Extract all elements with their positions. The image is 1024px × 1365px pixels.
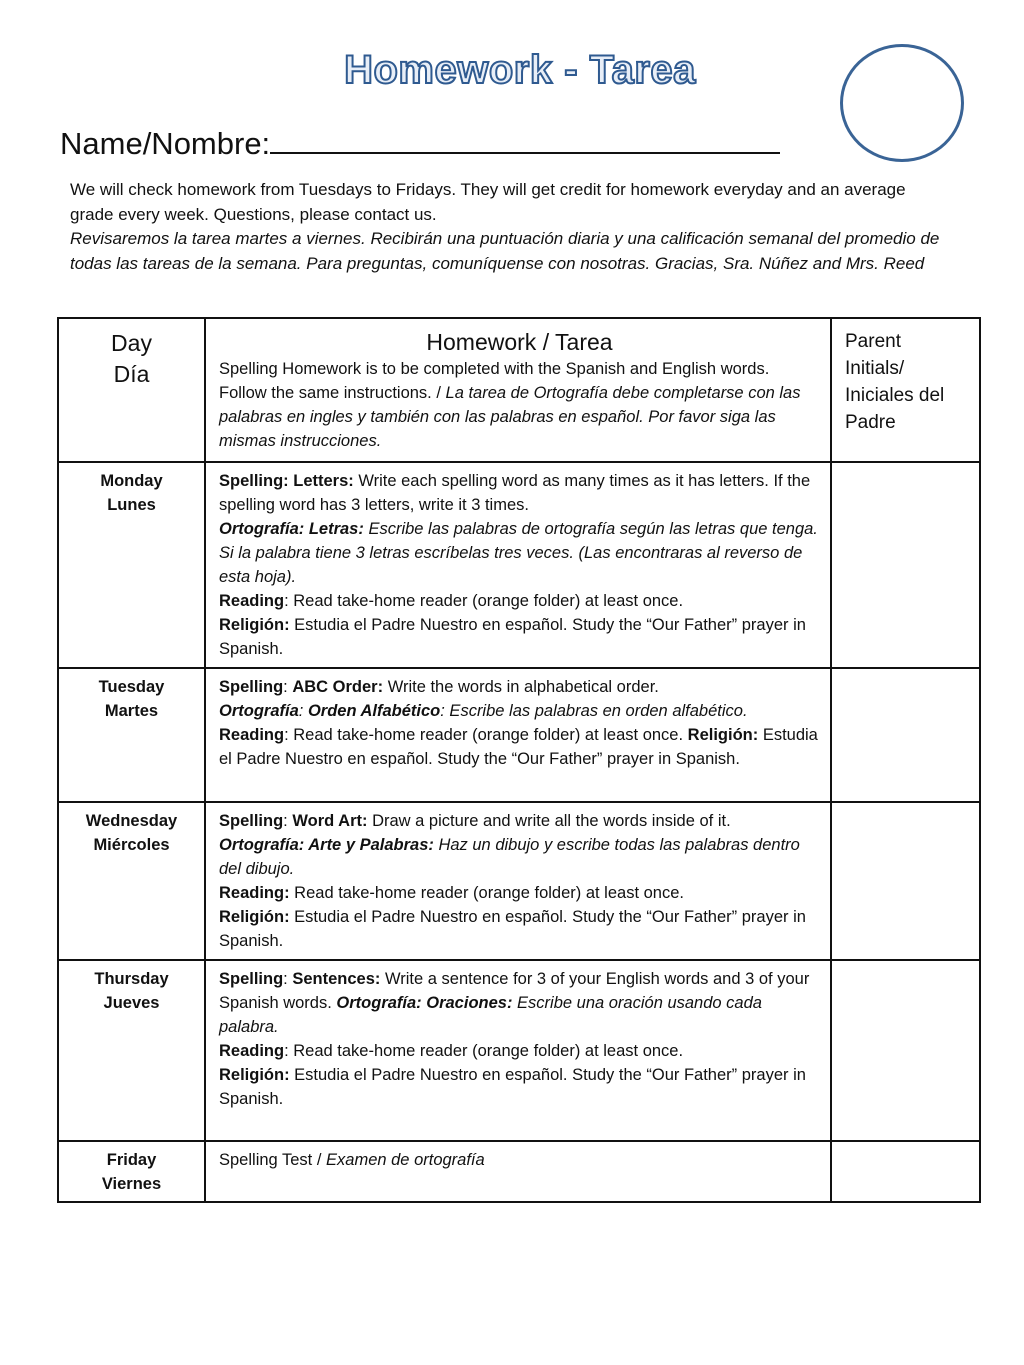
religion-line	[219, 905, 820, 953]
parent-initials-cell[interactable]	[831, 462, 980, 668]
header-parent-line: Initials/	[845, 358, 905, 379]
ortografia-label: Ortografía: Letras:	[219, 520, 364, 538]
day-es: Martes	[104, 702, 159, 720]
day-cell	[58, 802, 205, 960]
spelling-line	[219, 809, 820, 833]
day-en: Thursday	[94, 970, 169, 988]
homework-cell	[205, 462, 831, 668]
spelling-text: Write each spelling word as many times as it has letters. If the spelling word has 3 letters, write it 3 times.	[219, 472, 811, 514]
name-blank-line[interactable]	[270, 124, 780, 154]
header-homework-note-en: Spelling Homework is to be completed with the Spanish and English words. Follow the same instructions. /	[219, 360, 770, 402]
ortografia-line	[219, 699, 820, 723]
table-row-monday	[58, 462, 980, 668]
name-field	[60, 122, 780, 166]
spelling-sub-label: Sentences:	[292, 970, 381, 988]
spelling-text: Spelling Test /	[219, 1151, 327, 1169]
table-row-wednesday	[58, 802, 980, 960]
header-parent-line: Padre	[845, 412, 896, 433]
reading-line	[219, 589, 820, 613]
spelling-sub-label: Word Art:	[292, 812, 368, 830]
homework-table	[57, 317, 981, 1203]
homework-cell	[205, 668, 831, 802]
day-en: Monday	[100, 472, 163, 490]
reading-text: : Read take-home reader (orange folder) at least once.	[284, 1042, 684, 1060]
ortografia-label: Ortografía: Oraciones:	[336, 994, 513, 1012]
header-homework	[205, 318, 831, 462]
homework-cell	[205, 802, 831, 960]
spelling-text: Write a sentence for 3 of your English words and 3 of your Spanish words.	[219, 970, 810, 1012]
spelling-text: Write the words in alphabetical order.	[383, 678, 659, 696]
spelling-sep: :	[283, 812, 293, 830]
header-parent-line: Parent	[845, 331, 901, 352]
religion-label: Religión:	[687, 726, 759, 744]
ortografia-text: : Escribe las palabras en orden alfabético.	[440, 702, 748, 720]
religion-line	[219, 613, 820, 661]
ortografia-label: Ortografía	[219, 702, 299, 720]
table-row-thursday	[58, 960, 980, 1141]
parent-initials-cell[interactable]	[831, 1141, 980, 1202]
intro-english: We will check homework from Tuesdays to Fridays. They will get credit for homework everyday and an average grade every week. Questions, please contact us.	[70, 180, 906, 224]
day-es: Jueves	[103, 994, 160, 1012]
spelling-label: Spelling	[219, 812, 284, 830]
day-en: Tuesday	[98, 678, 165, 696]
parent-initials-cell[interactable]	[831, 668, 980, 802]
day-cell	[58, 960, 205, 1141]
spelling-sub-label: ABC Order:	[292, 678, 384, 696]
reading-line	[219, 881, 820, 905]
reading-religion-line	[219, 723, 820, 771]
header-parent-line: Iniciales del	[845, 385, 945, 406]
parent-initials-cell[interactable]	[831, 802, 980, 960]
header-day-en: Day	[111, 330, 152, 356]
day-cell	[58, 462, 205, 668]
homework-cell	[205, 960, 831, 1141]
ortografia-line	[219, 833, 820, 881]
homework-cell	[205, 1141, 831, 1202]
header-day-es: Día	[113, 361, 150, 387]
religion-text: Estudia el Padre Nuestro en español. Study the “Our Father” prayer in Spanish.	[219, 616, 806, 658]
spelling-label: Spelling	[219, 970, 284, 988]
day-cell	[58, 1141, 205, 1202]
ortografia-line	[219, 517, 820, 589]
religion-label: Religión:	[219, 616, 290, 634]
ortografia-sep: :	[298, 702, 308, 720]
intro-spanish: Revisaremos la tarea martes a viernes. Recibirán una puntuación diaria y una calificación semanal del promedio de todas las tareas de la semana. Para preguntas, comuníquense con nosotras. Gracias, Sra. Núñez and Mrs. Reed	[70, 229, 940, 273]
reading-label: Reading	[219, 1042, 285, 1060]
ortografia-text: Escribe una oración usando cada palabra.	[219, 994, 762, 1036]
reading-text: Read take-home reader (orange folder) at least once.	[289, 884, 684, 902]
header-homework-note-es: La tarea de Ortografía debe completarse con las palabras en ingles y también con las palabras en español. Por favor siga las mismas instrucciones.	[219, 384, 801, 450]
intro-text	[70, 178, 950, 276]
reading-text: : Read take-home reader (orange folder) at least once.	[284, 726, 688, 744]
religion-text: Estudia el Padre Nuestro en español. Study the “Our Father” prayer in Spanish.	[219, 908, 806, 950]
spelling-test-line	[219, 1148, 820, 1172]
header-day	[58, 318, 205, 462]
table-row-tuesday	[58, 668, 980, 802]
reading-label: Reading	[219, 592, 285, 610]
reading-line	[219, 1039, 820, 1063]
parent-initials-cell[interactable]	[831, 960, 980, 1141]
table-header-row	[58, 318, 980, 462]
header-homework-title: Homework / Tarea	[426, 329, 613, 355]
day-es: Lunes	[107, 496, 156, 514]
ortografia-label: Ortografía: Arte y Palabras:	[219, 836, 434, 854]
day-es: Miércoles	[93, 836, 170, 854]
religion-label: Religión:	[219, 1066, 290, 1084]
ortografia-text: Haz un dibujo y escribe todas las palabras dentro del dibujo.	[219, 836, 800, 878]
spelling-line	[219, 469, 820, 517]
day-cell	[58, 668, 205, 802]
day-es: Viernes	[101, 1175, 162, 1193]
header-parent-initials	[831, 318, 980, 462]
score-circle	[840, 44, 964, 162]
spelling-sep: :	[283, 970, 293, 988]
table-row-friday	[58, 1141, 980, 1202]
name-label: Name/Nombre:	[60, 126, 271, 161]
spelling-label: Spelling: Letters:	[219, 472, 354, 490]
reading-label: Reading:	[219, 884, 290, 902]
religion-label: Religión:	[219, 908, 290, 926]
spelling-label: Spelling	[219, 678, 284, 696]
spelling-sep: :	[283, 678, 293, 696]
day-en: Friday	[106, 1151, 157, 1169]
ortografia-text: Examen de ortografía	[326, 1151, 485, 1169]
reading-label: Reading	[219, 726, 285, 744]
spelling-line	[219, 675, 820, 699]
ortografia-text: Escribe las palabras de ortografía según las letras que tenga. Si la palabra tiene 3 letras escríbelas tres veces. (Las encontraras al reverso de esta hoja).	[219, 520, 818, 586]
page-title: Homework - Tarea	[344, 48, 696, 92]
spelling-text: Draw a picture and write all the words inside of it.	[367, 812, 731, 830]
day-en: Wednesday	[85, 812, 178, 830]
reading-text: : Read take-home reader (orange folder) at least once.	[284, 592, 684, 610]
religion-line	[219, 1063, 820, 1111]
spelling-line	[219, 967, 820, 1039]
header-homework-note	[219, 357, 820, 453]
religion-text: Estudia el Padre Nuestro en español. Study the “Our Father” prayer in Spanish.	[219, 726, 818, 768]
religion-text: Estudia el Padre Nuestro en español. Study the “Our Father” prayer in Spanish.	[219, 1066, 806, 1108]
ortografia-sub-label: Orden Alfabético	[307, 702, 441, 720]
